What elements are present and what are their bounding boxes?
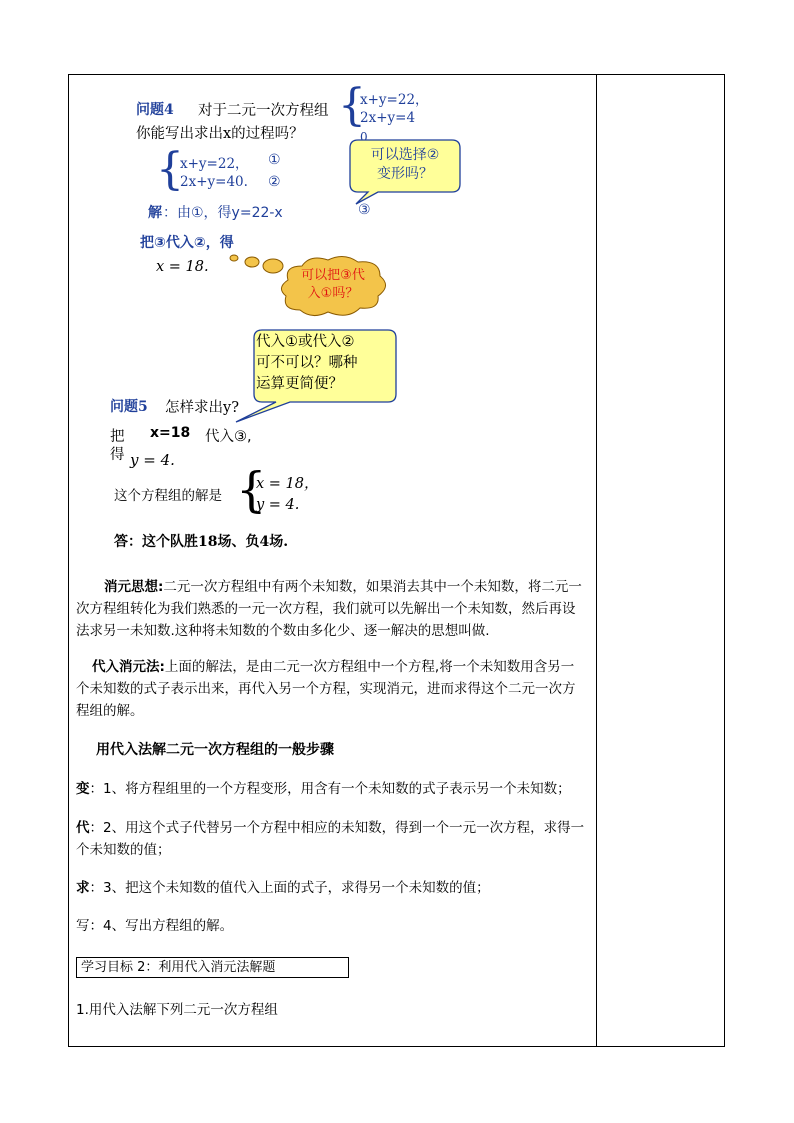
x-result: x = 18. [156,259,209,275]
q4-text: 对于二元一次方程组 [198,103,329,119]
q5-de: 得 [110,447,125,463]
q4-question: 你能写出求出x的过程吗？ [136,126,304,142]
system-eq2-mark: ② [268,174,281,190]
y-result: y = 4. [130,451,175,469]
cloud-line1: 可以把③代 [301,268,365,283]
step-4-text: 写：4、写出方程组的解。 [76,918,234,934]
step-3-text: ：3、把这个未知数的值代入上面的式子，求得另一个未知数的值； [89,880,490,896]
q4-system-eq1: x+y=22， [360,92,429,108]
q5-sub-c: 代入③, [205,429,252,445]
step-2 [76,817,586,861]
solution-brace: { [236,462,267,518]
step-1-label: 变 [76,781,90,797]
system-eq1-mark: ① [268,152,281,168]
callout-3-line3: 运算更简便？ [256,376,343,392]
callout-1-line2: 变形吗？ [377,166,433,182]
idea-text: 二元一次方程组中有两个未知数，如果消去其中一个未知数，将二元一次方程组转化为我们熟悉的一元一次方程，我们就可以先解出一个未知数，然后再设法求另一未知数.这种将未知数的个数由多化少、逐一解决的思想叫做. [76,579,582,639]
step-1 [76,778,586,800]
method-paragraph [76,656,586,722]
idea-paragraph [76,576,586,642]
idea-label: 消元思想: [104,579,164,595]
step-4 [76,915,586,937]
learning-goal-2-box: 学习目标 2：利用代入消元法解题 [76,957,349,978]
method-label: 代入消元法: [92,659,165,675]
answer-line: 答：这个队胜18场、负4场. [114,534,289,550]
steps-heading: 用代入法解二元一次方程组的一般步骤 [96,742,334,758]
callout-1-line1: 可以选择② [370,147,440,163]
solution-label: 解 [148,205,162,221]
system-brace: { [156,144,184,195]
q4-system-eq2: 2x+y=4 [360,110,416,126]
step-2-text: ：2、用这个式子代替另一个方程中相应的未知数，得到一个一元一次方程，求得一个未知数的值； [76,820,585,858]
solution-x: x = 18， [256,476,319,492]
system-eq1: x+y=22， [180,156,249,172]
step-3 [76,877,586,899]
step-2-label: 代 [76,820,90,836]
substitution-line: 把③代入②，得 [140,235,234,251]
q4-label: 问题4 [136,102,174,118]
callout-3-line2: 可不可以？哪种 [256,355,358,371]
solution-text: ：由①，得y=22-x [163,205,283,221]
callout-3-line1: 代入①或代入② [256,334,355,350]
table-column-divider [596,74,597,1047]
solution-mark3: ③ [358,202,371,218]
q4-system-eq2-tail: 0 [360,130,368,140]
step-1-text: ：1、将方程组里的一个方程变形，用含有一个未知数的式子表示另一个未知数； [89,781,571,797]
q4-system-brace: { [338,80,366,131]
q5-sub-a: 把 [110,429,125,445]
exercise-1: 1.用代入法解下列二元一次方程组 [76,1002,278,1018]
cloud-line2: 入①吗？ [307,286,359,301]
method-text: 上面的解法，是由二元一次方程组中一个方程,将一个未知数用含另一个未知数的式子表示出来，再代入另一个方程，实现消元，进而求得这个二元一次方程组的解。 [76,659,576,719]
q5-label: 问题5 [110,399,148,415]
q5-sub-b: x=18 [150,425,191,441]
system-eq2: 2x+y=40. [180,174,248,190]
solution-statement: 这个方程组的解是 [114,488,222,504]
step-3-label: 求 [76,880,90,896]
q5-text: 怎样求出y? [165,400,239,416]
solution-y: y = 4. [256,497,300,513]
